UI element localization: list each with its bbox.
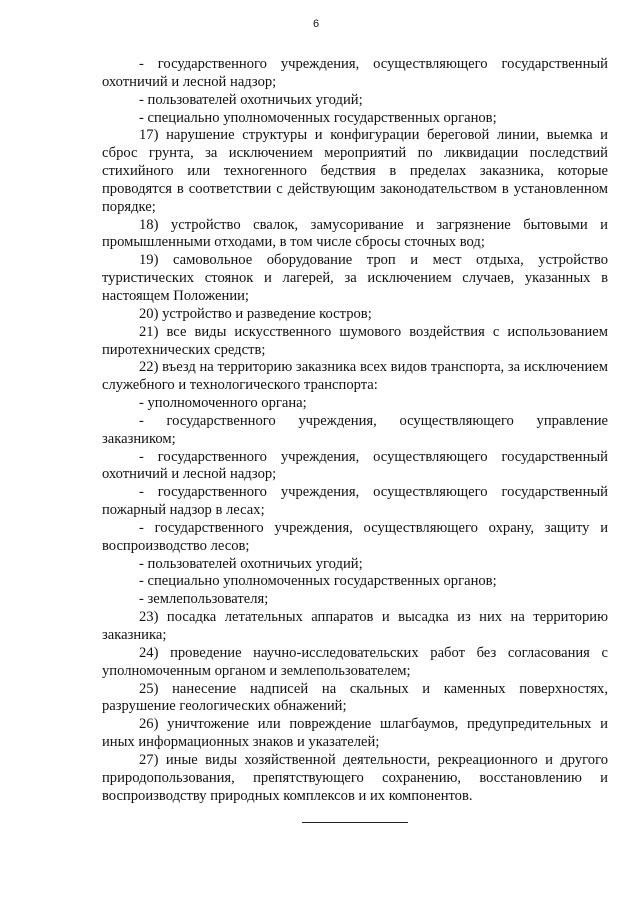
paragraph: 21) все виды искусственного шумового воздействия с использованием пиротехнических средств; xyxy=(102,323,608,358)
paragraph: 19) самовольное оборудование троп и мест отдыха, устройство туристических стоянок и лагерей, за исключением случаев, указанных в настоящем Положении; xyxy=(102,252,608,304)
paragraph: - землепользователя; xyxy=(139,591,269,608)
paragraph: - государственного учреждения, осуществляющего государственный охотничий и лесной надзор; xyxy=(102,56,608,90)
paragraph: 20) устройство и разведение костров; xyxy=(139,305,372,322)
paragraph: - государственного учреждения, осуществляющего охрану, защиту и воспроизводство лесов; xyxy=(102,519,608,554)
paragraph: 25) нанесение надписей на скальных и каменных поверхностях, разрушение геологических обнажений; xyxy=(102,680,608,715)
paragraph: - уполномоченного органа; xyxy=(139,395,307,412)
paragraph: - государственного учреждения, осуществляющего государственный охотничий и лесной надзор; xyxy=(102,448,608,483)
paragraph: 24) проведение научно-исследовательских работ без согласования с уполномоченным органом и землепользователем; xyxy=(102,644,608,679)
paragraph: 17) нарушение структуры и конфигурации береговой линии, выемка и сброс грунта, за исключением мероприятий по ликвидации последствий стихийного или техногенного бедствия в пределах заказника, которые проводятся в соответствии с действующим законодательством в установленном порядке; xyxy=(102,127,608,215)
paragraph: 23) посадка летательных аппаратов и высадка из них на территорию заказника; xyxy=(102,609,608,643)
paragraph: 22) въезд на территорию заказника всех видов транспорта, за исключением служебного и технологического транспорта: xyxy=(102,359,608,394)
paragraph: - государственного учреждения, осуществляющего государственный пожарный надзор в лесах; xyxy=(102,484,608,519)
paragraph: - специально уполномоченных государственных органов; xyxy=(139,109,497,126)
page-number: 6 xyxy=(312,18,320,30)
paragraph: - государственного учреждения, осуществляющего управление заказником; xyxy=(102,412,608,447)
paragraph: - пользователей охотничьих угодий; xyxy=(139,91,363,108)
paragraph: 27) иные виды хозяйственной деятельности, рекреационного и другого природопользования, препятствующего сохранению, восстановлению и воспроизводству природных комплексов и их компонентов. xyxy=(102,751,608,804)
end-separator-line xyxy=(302,822,408,823)
paragraph: - пользователей охотничьих угодий; xyxy=(139,555,363,572)
paragraph: 26) уничтожение или повреждение шлагбаумов, предупредительных и иных информационных знаков и указателей; xyxy=(102,716,608,751)
document-body xyxy=(102,56,608,805)
paragraph: 18) устройство свалок, замусоривание и загрязнение бытовыми и промышленными отходами, в том числе сбросы сточных вод; xyxy=(102,216,608,251)
paragraph: - специально уполномоченных государственных органов; xyxy=(139,573,497,590)
